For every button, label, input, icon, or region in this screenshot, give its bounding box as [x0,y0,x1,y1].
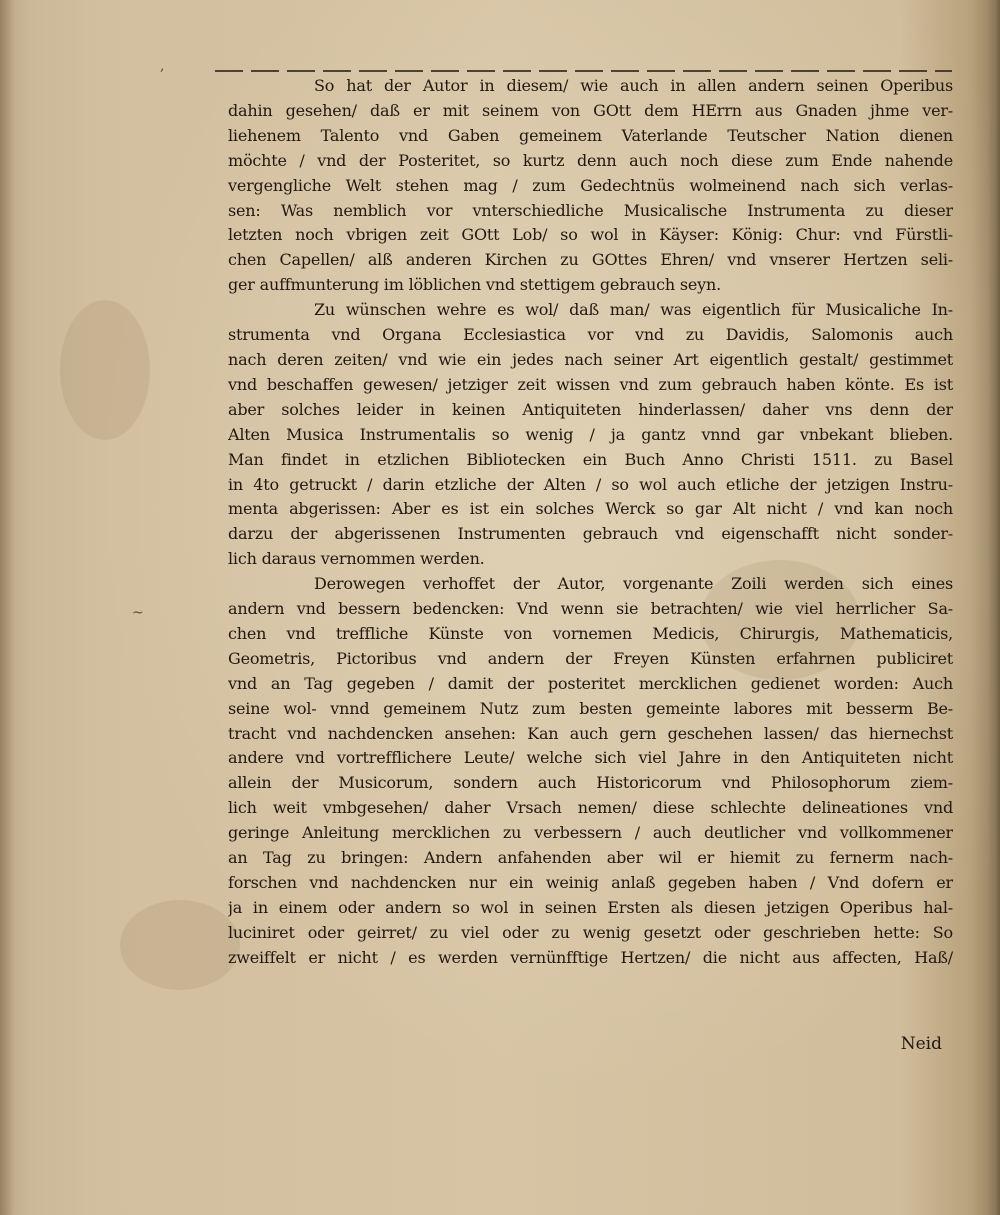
paper-stain [120,900,240,990]
text-line: Geometris, Pictoribus vnd andern der Freyen Künsten erfahrnen publiciret [228,648,953,668]
text-line: an Tag zu bringen: Andern anfahenden aber wil er hiemit zu fernerm nach- [228,848,953,868]
text-line: chen vnd treffliche Künste von vornemen Medicis, Chirurgis, Mathematicis, [228,623,953,643]
text-line: sen: Was nemblich vor vnterschiedliche Musicalische Instrumenta zu dieser [228,200,953,220]
catchword: Neid [900,1034,942,1054]
text-line: möchte / vnd der Posteritet, so kurtz denn auch noch diese zum Ende nahende [228,150,953,170]
text-line: ger auffmunterung im löblichen vnd stettigem gebrauch seyn. [228,275,721,295]
text-line: vnd an Tag gegeben / damit der posteritet mercklichen gedienet worden: Auch [228,673,953,693]
text-line: seine wol- vnnd gemeinem Nutz zum besten gemeinte labores mit besserm Be- [228,698,953,718]
text-line: chen Capellen/ alß anderen Kirchen zu GOttes Ehren/ vnd vnserer Hertzen seli- [228,250,953,270]
text-line: in 4to getruckt / darin etzliche der Alten / so wol auch etliche der jetzigen Instru- [228,474,953,494]
text-line: andern vnd bessern bedencken: Vnd wenn sie betrachten/ wie viel herrlicher Sa- [228,599,953,619]
text-line: tracht vnd nachdencken ansehen: Kan auch gern geschehen lassen/ das hiernechst [228,723,953,743]
header-rule [215,70,952,72]
text-line: letzten noch vbrigen zeit GOtt Lob/ so wol in Käyser: König: Chur: vnd Fürstli- [228,225,953,245]
text-line: vergengliche Welt stehen mag / zum Gedechtnüs wolmeinend nach sich verlas- [228,175,953,195]
left-edge-shadow [0,0,14,1215]
text-line: Alten Musica Instrumentalis so wenig / ja gantz vnnd gar vnbekant blieben. [228,424,953,444]
text-line: Zu wünschen wehre es wol/ daß man/ was eigentlich für Musicaliche In- [314,300,953,320]
text-line: darzu der abgerissenen Instrumenten gebrauch vnd eigenschafft nicht sonder- [228,524,953,544]
text-line: So hat der Autor in diesem/ wie auch in allen andern seinen Operibus [314,76,953,95]
text-line: ja in einem oder andern so wol in seinen Ersten als diesen jetzigen Operibus hal- [228,897,953,917]
text-line: menta abgerissen: Aber es ist ein solches Werck so gar Alt nicht / vnd kan noch [228,499,953,519]
text-line: Derowegen verhoffet der Autor, vorgenante Zoili werden sich eines [314,574,953,594]
text-line: zweiffelt er nicht / es werden vernünfftige Hertzen/ die nicht aus affecten, Haß/ [228,947,953,967]
text-line: liehenem Talento vnd Gaben gemeinem Vaterlande Teutscher Nation dienen [228,125,953,145]
right-page-edge [988,0,1000,1215]
text-line: forschen vnd nachdencken nur ein weinig anlaß gegeben haben / Vnd dofern er [228,873,953,892]
margin-mark: , [160,58,165,74]
paper-stain [60,300,150,440]
text-line: luciniret oder geirret/ zu viel oder zu wenig gesetzt oder geschrieben hette: So [228,922,953,942]
text-line: dahin gesehen/ daß er mit seinem von GOtt dem HErrn aus Gnaden jhme ver- [228,100,953,120]
text-line: vnd beschaffen gewesen/ jetziger zeit wissen vnd zum gebrauch haben könte. Es ist [228,374,953,394]
text-line: Man findet in etzlichen Bibliotecken ein Buch Anno Christi 1511. zu Basel [228,449,953,469]
text-line: nach deren zeiten/ vnd wie ein jedes nach seiner Art eigentlich gestalt/ gestimmet [228,349,953,369]
body-text [228,74,953,971]
text-line: allein der Musicorum, sondern auch Historicorum vnd Philosophorum ziem- [228,773,953,793]
margin-mark: ~ [132,605,144,621]
text-line: strumenta vnd Organa Ecclesiastica vor vnd zu Davidis, Salomonis auch [228,325,953,345]
text-line: geringe Anleitung mercklichen zu verbessern / auch deutlicher vnd vollkommener [228,823,953,843]
text-line: andere vnd vortrefflichere Leute/ welche sich viel Jahre in den Antiquiteten nicht [228,748,953,768]
text-line: lich daraus vernommen werden. [228,549,485,569]
text-line: aber solches leider in keinen Antiquiteten hinderlassen/ daher vns denn der [228,399,953,419]
text-line: lich weit vmbgesehen/ daher Vrsach nemen/ diese schlechte delineationes vnd [228,798,953,818]
